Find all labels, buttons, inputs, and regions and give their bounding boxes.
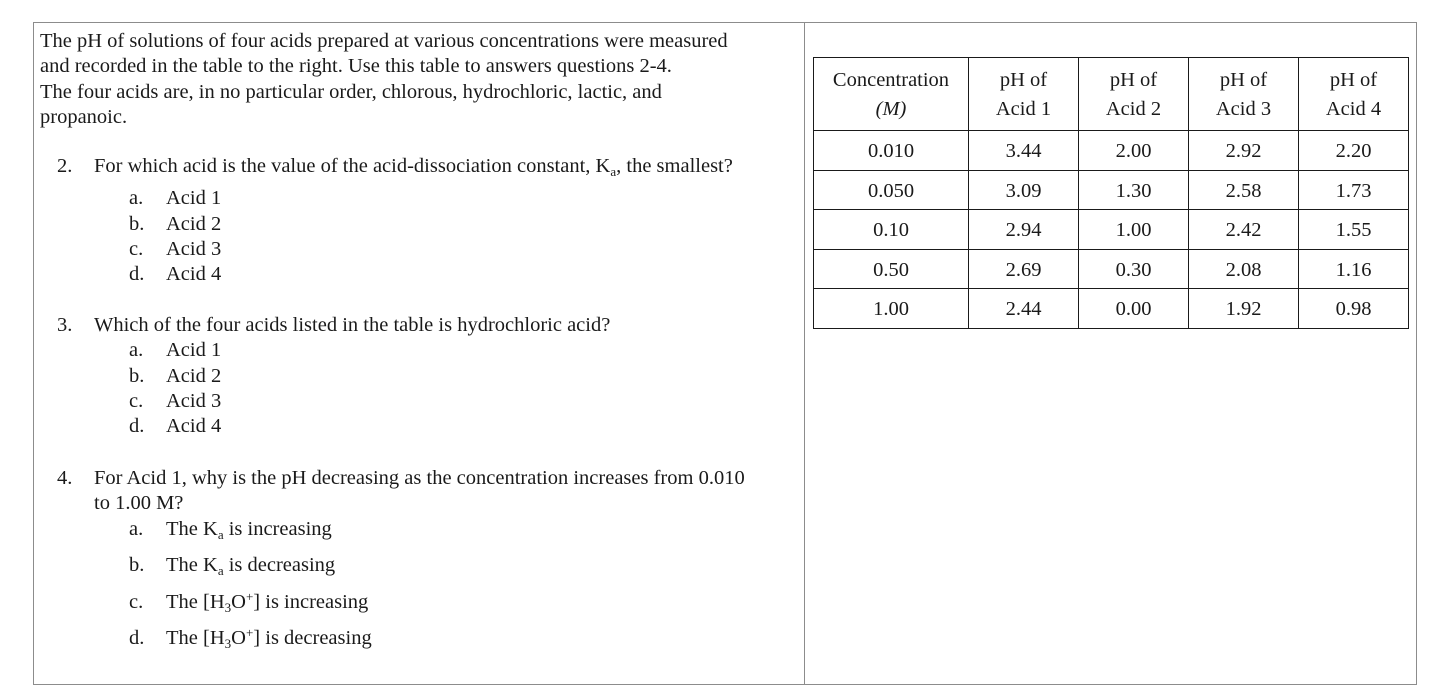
- table-cell: 2.69: [969, 249, 1079, 289]
- question-3: [57, 313, 797, 439]
- table-cell: 2.44: [969, 289, 1079, 329]
- header-acid-2: pH of Acid 2: [1079, 58, 1189, 131]
- table-cell: 1.30: [1079, 170, 1189, 210]
- table-cell: 0.00: [1079, 289, 1189, 329]
- answer-option[interactable]: d. The $[H_3O^+]$ is decreasing: [129, 625, 372, 652]
- question-2: [57, 154, 797, 287]
- table-row: [814, 170, 1409, 210]
- data-table-container: [813, 57, 1409, 329]
- answer-option[interactable]: b. Acid 2: [129, 364, 222, 387]
- table-cell: 1.16: [1299, 249, 1409, 289]
- intro-line: and recorded in the table to the right. Use this table to answers questions 2-4.: [40, 55, 672, 78]
- intro-line: The four acids are, in no particular order, chlorous, hydrochloric, lactic, and: [40, 80, 662, 103]
- answer-option[interactable]: b. Acid 2: [129, 212, 222, 235]
- table-row: [814, 289, 1409, 329]
- question-number: 2.: [57, 155, 73, 177]
- subscript: 3: [224, 599, 232, 615]
- table-row: [814, 249, 1409, 289]
- answer-option[interactable]: d. Acid 4: [129, 415, 222, 438]
- header-concentration: Concentration (M): [814, 58, 969, 131]
- intro-line: propanoic.: [40, 105, 128, 128]
- table-row: [814, 210, 1409, 250]
- header-acid-3: pH of Acid 3: [1189, 58, 1299, 131]
- table-cell: 0.50: [814, 249, 969, 289]
- table-cell: 0.30: [1079, 249, 1189, 289]
- superscript: +: [245, 588, 254, 604]
- table-cell: 2.00: [1079, 131, 1189, 171]
- table-header-row: [814, 58, 1409, 131]
- answer-options: [57, 517, 797, 663]
- table-cell: 0.050: [814, 170, 969, 210]
- table-cell: 2.58: [1189, 170, 1299, 210]
- answer-option[interactable]: c. Acid 3: [129, 389, 222, 412]
- answer-option[interactable]: c. Acid 3: [129, 237, 222, 260]
- header-acid-4: pH of Acid 4: [1299, 58, 1409, 131]
- intro-paragraph: [40, 29, 800, 130]
- question-text: For which acid is the value of the acid-dissociation constant, $K_a$, the smallest?: [94, 155, 733, 179]
- table-cell: 1.55: [1299, 210, 1409, 250]
- question-text: Which of the four acids listed in the table is hydrochloric acid?: [94, 314, 611, 336]
- answer-option[interactable]: a. The $K_a$ is increasing: [129, 517, 332, 542]
- superscript: +: [245, 625, 254, 641]
- answer-option[interactable]: c. The $[H_3O^+]$ is increasing: [129, 588, 369, 615]
- header-acid-1: pH of Acid 1: [969, 58, 1079, 131]
- table-row: [814, 131, 1409, 171]
- question-column: [40, 29, 800, 652]
- table-cell: 2.08: [1189, 249, 1299, 289]
- table-cell: 2.42: [1189, 210, 1299, 250]
- table-cell: 0.98: [1299, 289, 1409, 329]
- table-cell: 3.44: [969, 131, 1079, 171]
- question-4: [57, 466, 797, 663]
- subscript: a: [217, 563, 224, 579]
- answer-options: [57, 186, 797, 287]
- ph-data-table: [813, 57, 1409, 329]
- table-cell: 1.73: [1299, 170, 1409, 210]
- question-number: 4.: [57, 467, 73, 489]
- table-cell: 1.00: [814, 289, 969, 329]
- table-cell: 2.94: [969, 210, 1079, 250]
- answer-option[interactable]: a. Acid 1: [129, 339, 222, 362]
- subscript: a: [610, 164, 617, 179]
- subscript: 3: [224, 636, 232, 652]
- table-cell: 0.10: [814, 210, 969, 250]
- table-cell: 0.010: [814, 131, 969, 171]
- question-number: 3.: [57, 314, 73, 336]
- answer-option[interactable]: d. Acid 4: [129, 263, 222, 286]
- answer-option[interactable]: a. Acid 1: [129, 187, 222, 210]
- subscript: a: [217, 526, 224, 542]
- table-cell: 2.92: [1189, 131, 1299, 171]
- table-cell: 3.09: [969, 170, 1079, 210]
- answer-options: [57, 338, 797, 439]
- answer-option[interactable]: b. The $K_a$ is decreasing: [129, 554, 336, 579]
- table-cell: 1.00: [1079, 210, 1189, 250]
- table-cell: 2.20: [1299, 131, 1409, 171]
- table-cell: 1.92: [1189, 289, 1299, 329]
- column-divider: [804, 22, 805, 685]
- question-text: For Acid 1, why is the pH decreasing as the concentration increases from 0.010 to 1.00 M?: [94, 467, 745, 515]
- intro-line: The pH of solutions of four acids prepared at various concentrations were measured: [40, 30, 728, 52]
